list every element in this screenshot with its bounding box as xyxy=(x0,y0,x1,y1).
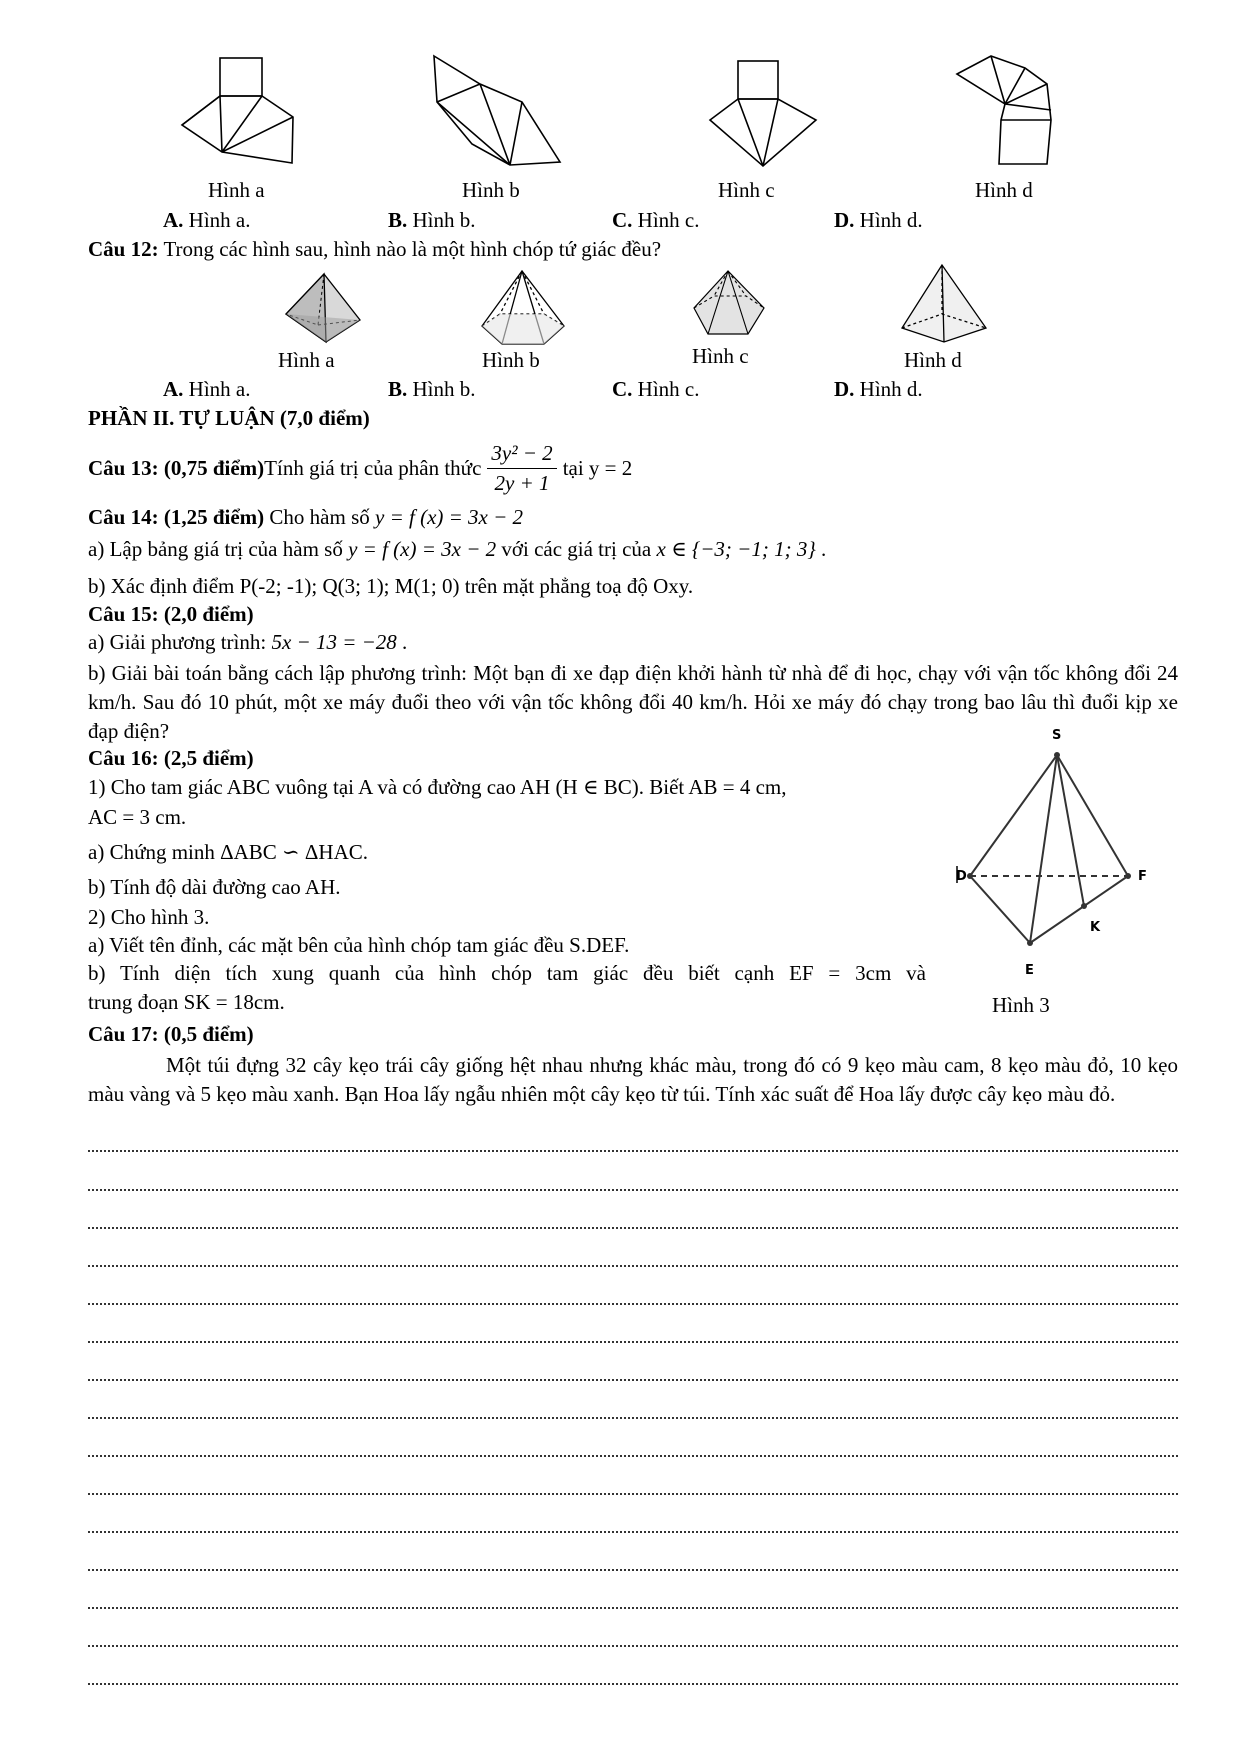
q17-text: Một túi đựng 32 cây kẹo trái cây giống hệt nhau nhưng khác màu, trong đó có 9 kẹo màu cam, 8 kẹo màu đỏ, 10 kẹo màu vàng và 5 kẹo màu xanh. Bạn Hoa lấy ngẫu nhiên một cây kẹo từ túi. Tính xác suất để Hoa lấy được cây kẹo màu đỏ. xyxy=(88,1053,1178,1106)
q16-b: b) Tính độ dài đường cao AH. xyxy=(88,875,341,899)
answer-line xyxy=(88,1567,1178,1571)
label-k: K xyxy=(1090,920,1101,935)
q15-b: b) Giải bài toán bằng cách lập phương trình: Một bạn đi xe đạp điện khởi hành từ nhà để đi học, chạy với vận tốc không đổi 24 km/h. Sau đó 10 phút, một xe máy đuổi theo với vận tốc không đổi 40 km/h. Hỏi xe máy đó chạy trong bao lâu thì đuổi kịp xe đạp điện? xyxy=(88,661,1178,743)
q11-option-c: C. Hình c. xyxy=(612,208,700,232)
q12-option-d: D. Hình d. xyxy=(834,377,923,401)
q12-figure-c xyxy=(690,268,770,344)
q12-option-c: C. Hình c. xyxy=(612,377,700,401)
pyramid-figure-3 xyxy=(940,725,1160,1005)
q16-label: Câu 16: (2,5 điểm) xyxy=(88,746,254,770)
part2-title: PHẦN II. TỰ LUẬN (7,0 điểm) xyxy=(88,406,370,430)
q13-fraction: $\frac{\text{3y² − 2}}{2y + 1}$ xyxy=(487,441,556,494)
q12-option-a: A. Hình a. xyxy=(163,377,251,401)
edge-sd xyxy=(970,755,1057,876)
q11-figure-c xyxy=(708,58,823,170)
q12-fig-label-c: Hình c xyxy=(692,344,749,368)
q16-p1: 1) Cho tam giác ABC vuông tại A và có đường cao AH (H ∈ BC). Biết AB = 4 cm, xyxy=(88,775,787,799)
answer-line xyxy=(88,1681,1178,1685)
answer-line xyxy=(88,1339,1178,1343)
q12-figure-b xyxy=(478,268,568,350)
q11-fig-label-d: Hình d xyxy=(975,178,1033,202)
q11-fig-label-c: Hình c xyxy=(718,178,775,202)
fig3-caption: Hình 3 xyxy=(992,993,1050,1017)
q12-fig-label-b: Hình b xyxy=(482,348,540,372)
answer-line xyxy=(88,1225,1178,1229)
answer-line xyxy=(88,1491,1178,1495)
edge-se xyxy=(1030,755,1057,943)
label-e: E xyxy=(1025,963,1034,978)
q12-fig-label-a: Hình a xyxy=(278,348,335,372)
q15-a: a) Giải phương trình: 5x − 13 = −28 . xyxy=(88,630,408,654)
answer-line xyxy=(88,1643,1178,1647)
q15-label: Câu 15: (2,0 điểm) xyxy=(88,602,254,626)
label-f: F xyxy=(1138,869,1147,884)
q16-a: a) Chứng minh ΔABC ∽ ΔHAC. xyxy=(88,840,368,864)
edge-ef xyxy=(1030,876,1128,943)
answer-line xyxy=(88,1377,1178,1381)
q12-figure-d xyxy=(898,262,993,347)
q13: Câu 13: (0,75 điểm) Tính giá trị của phân thức $\frac{\text{3y² − 2}}{2y + 1}$ tại y = 2 xyxy=(88,441,633,495)
edge-de xyxy=(970,876,1030,943)
label-s: S xyxy=(1052,728,1062,743)
q16-p2: 2) Cho hình 3. xyxy=(88,905,210,929)
answer-line xyxy=(88,1187,1178,1191)
q12-question: Câu 12: Trong các hình sau, hình nào là một hình chóp tứ giác đều? xyxy=(88,237,662,261)
answer-line xyxy=(88,1415,1178,1419)
q11-option-a: A. Hình a. xyxy=(163,208,251,232)
q14-a: a) Lập bảng giá trị của hàm số y = f (x) = 3x − 2 với các giá trị của x ∈ {−3; −1; 1; 3} . xyxy=(88,537,827,561)
q11-fig-label-a: Hình a xyxy=(208,178,265,202)
answer-line xyxy=(88,1529,1178,1533)
answer-line xyxy=(88,1301,1178,1305)
q11-fig-label-b: Hình b xyxy=(462,178,520,202)
q11-figure-a xyxy=(180,55,310,170)
answer-line xyxy=(88,1263,1178,1267)
q12-figure-a xyxy=(282,270,362,348)
q11-figure-d xyxy=(955,52,1070,170)
q11-option-b: B. Hình b. xyxy=(388,208,476,232)
q12-option-b: B. Hình b. xyxy=(388,377,476,401)
label-d: D xyxy=(956,869,967,884)
answer-line xyxy=(88,1148,1178,1152)
q17-label: Câu 17: (0,5 điểm) xyxy=(88,1022,254,1046)
q11-figure-b xyxy=(432,52,567,170)
q16-p2b2: trung đoạn SK = 18cm. xyxy=(88,990,285,1014)
answer-line xyxy=(88,1453,1178,1457)
answer-line xyxy=(88,1605,1178,1609)
q16-p1b: AC = 3 cm. xyxy=(88,805,187,829)
q12-fig-label-d: Hình d xyxy=(904,348,962,372)
q16-p2b: b) Tính diện tích xung quanh của hình chóp tam giác đều biết cạnh EF = 3cm và xyxy=(88,961,926,985)
q16-p2a: a) Viết tên đỉnh, các mặt bên của hình chóp tam giác đều S.DEF. xyxy=(88,933,630,957)
q14-b: b) Xác định điểm P(-2; -1); Q(3; 1); M(1; 0) trên mặt phẳng toạ độ Oxy. xyxy=(88,574,694,598)
q14: Câu 14: (1,25 điểm) Cho hàm số y = f (x) = 3x − 2 xyxy=(88,505,524,529)
q11-option-d: D. Hình d. xyxy=(834,208,923,232)
